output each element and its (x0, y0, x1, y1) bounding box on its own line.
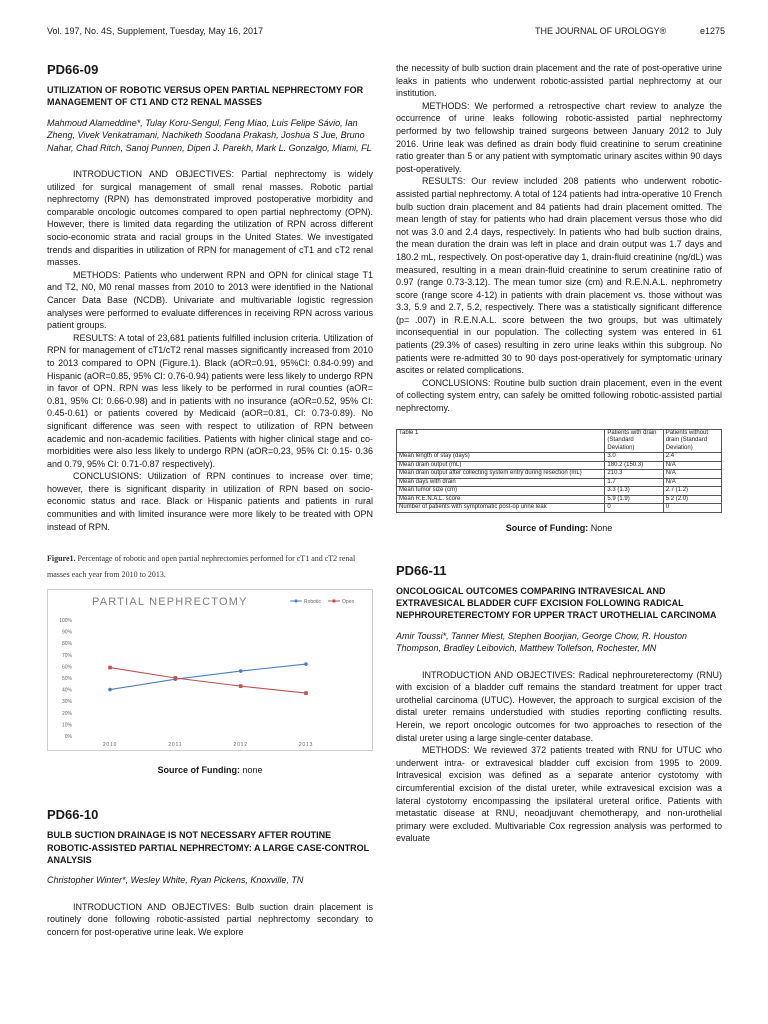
y-tick-label: 0% (64, 734, 72, 741)
y-axis (59, 618, 72, 740)
abstract-paragraph: RESULTS: Our review included 208 patients who underwent robotic-assisted partial nephrectomy. A total of 124 patients had intra-operative 10 French bulb suction drain placement and 84 patients had drain placement omitted. The mean length of stay for patients who had drain placement versus those who did not was 3.0 and 2.4 days, respectively. In patients who had bulb suction drains, the mean duration the drain was left in place and drain output was 1.7 days and 180.2 mL, respectively. On post-operative day 1, drain-fluid creatinine (ng/dL) was measured, resulting in a mean drain-fluid creatinine to serum creatinine ratio of 0.97 (range 0.73-3.12). The mean tumor size (cm) and R.E.N.A.L. nephrometry score (range score 4-12) in patients with drain placement vs. those without was 3.3, 5.9 and 2.7, 5.2, respectively. There was a statistically significant difference (p= .007) in R.E.N.A.L. score between the two groups, but was ultimately inconsequential in our population. The collecting system was entered in 61 patients (29.3% of cases) resulting in zero urine leaks within this subgroup. No patients were re-admitted 30 to 90 days post-operatively for symptomatic urinary ascites or related complications. (396, 176, 722, 376)
abstract-paragraph: INTRODUCTION AND OBJECTIVES: Partial nephrectomy is widely utilized for surgical management of small renal masses. Robotic partial nephrectomy (RPN) has demonstrated improved postoperative morbidity and comparable oncologic outcomes compared to open partial nephrectomy (OPN). However, there is limited data regarding the utilization of RPN across different socio-economic strata and racial groups in the United States. We investigated trends and disparities in utilization of RPN for management of cT1 and cT2 renal masses. (47, 169, 373, 268)
funding-value: None (588, 522, 613, 533)
figure-label: Figure1. (47, 554, 76, 564)
table-wrapper (396, 429, 722, 513)
x-tick-label: 2011 (168, 742, 183, 749)
table-row-label: Mean drain output after collecting system entry during resection (mL) (397, 470, 605, 479)
abstract-paragraph: METHODS: Patients who underwent RPN and OPN for clinical stage T1 and T2, N0, M0 renal masses from 2010 to 2013 were identified in the National Cancer Data Base (NCDB). Univariate and multivariable logistic regression analyses were performed to evaluate differences in receiving RPN across various patient groups. (47, 269, 373, 331)
y-tick-label: 100% (59, 618, 72, 625)
running-header-journal: THE JOURNAL OF UROLOGY® (535, 26, 667, 36)
abstract-title: BULB SUCTION DRAINAGE IS NOT NECESSARY AFTER ROUTINE ROBOTIC-ASSISTED PARTIAL NEPHRECTOMY: A LARGE CASE-CONTROL ANALYSIS (47, 830, 370, 866)
table-header-row (397, 429, 722, 453)
y-tick-label: 90% (61, 629, 72, 636)
data-point-robotic (304, 663, 308, 667)
table-cell: 5.2 (2.0) (663, 495, 721, 504)
legend-marker (333, 600, 336, 603)
abstract-paragraph: CONCLUSIONS: Utilization of RPN continues to increase over time; however, there is significant disparity in utilization of RPN based on socio-economic status and race. Black or Hispanic patients and patients in rural communities and with limited insurance were more likely to be treated with OPN instead of RPN. (47, 471, 373, 532)
funding-label: Source of Funding: (157, 765, 240, 776)
line-chart (47, 589, 373, 751)
data-point-open (239, 685, 243, 689)
left-column (47, 62, 373, 939)
abstract-authors: Mahmoud Alameddine*, Tulay Koru-Sengul, Feng Miao, Luis Felipe Sávio, Ian Zheng, Vivek Venkatramani, Nachiketh Soodana Prakash, Joshua S Jue, Bruno Nahar, Chad Ritch, Sanoj Punnen, Dipen J. Parekh, Mark L. Gonzalgo, Miami, FL (47, 117, 372, 153)
y-tick-label: 80% (61, 641, 72, 648)
y-tick-label: 40% (61, 687, 72, 694)
table-col-header: Patients without drain (Standard Deviation) (663, 429, 721, 453)
abstract-authors: Christopher Winter*, Wesley White, Ryan Pickens, Knoxville, TN (47, 875, 304, 886)
abstract-id: PD66-11 (396, 562, 447, 578)
x-tick-label: 2012 (233, 742, 248, 749)
y-tick-label: 30% (61, 699, 72, 706)
abstract-paragraph: RESULTS: A total of 23,681 patients fulfilled inclusion criteria. Utilization of RPN for management of cT1/cT2 renal masses significantly increased from 2010 to 2013 compared to OPN (Figure.1). Black (aOR=0.91, 95%CI: 0.84-0.99) and Hispanic (aOR=0.85, 95% CI: 0.76-0.94) patients were less likely to undergo RPN in favor of OPN. RPN was less likely to be performed in rural counties (aOR= 0.81, 95% CI: 0.66-0.98) and in patients with no insurance (aOR=0.52, 95% CI: 0.45-0.61) or patients covered by Medicaid (aOR=0.81, CI: 0.73-0.89). No significant difference was seen with respect to utilization of RPN between academic and non-academic facilities. Patients with higher clinical stage and co-morbidities were also less likely to undergo RPN (aOR=0.23, 95% CI: 0.15- 0.36 and 0.79, 95% CI: 0.71-0.87 respectively). (47, 332, 373, 469)
abstract-title: ONCOLOGICAL OUTCOMES COMPARING INTRAVESICAL AND EXTRAVESICAL BLADDER CUFF EXCISION FOLLOWING RADICAL NEPHROURETERECTOMY FOR UPPER TRACT UROTHELIAL CARCINOMA (396, 585, 717, 621)
series-line-robotic (110, 664, 306, 690)
table-cell: 2.4 (663, 453, 721, 462)
table-row-label: Number of patients with symptomatic post-op urine leak (397, 504, 605, 513)
data-point-robotic (239, 669, 243, 673)
y-tick-label: 50% (61, 676, 72, 683)
x-tick-label: 2013 (298, 742, 314, 749)
table-cell: N/A (663, 461, 721, 470)
table-cell: 180.2 (150.3) (605, 461, 663, 470)
abstract-authors: Amir Toussi*, Tanner Miest, Stephen Boorjian, George Chow, R. Houston Thompson, Bradley Leibovich, Matthew Tollefson, Rochester, MN (396, 630, 687, 654)
abstract-paragraph: CONCLUSIONS: Routine bulb suction drain placement, even in the event of collecting system entry, can safely be omitted following robotic-assisted partial nephrectomy. (396, 377, 722, 414)
running-header-volume: Vol. 197, No. 4S, Supplement, Tuesday, May 16, 2017 (47, 26, 263, 36)
abstract-paragraph: METHODS: We performed a retrospective chart review to analyze the occurrence of urine leaks following robotic-assisted partial nephrectomy performed by two fellowship trained surgeons between January 2012 to July 2016. Urine leak was defined as drain body fluid creatinine to serum creatinine ratio greater than 5 or any patient with symptomatic urinary ascites within 90 days post-operatively. (396, 100, 722, 174)
table-row (397, 487, 722, 496)
table-row (397, 495, 722, 504)
table-cell: 2.7 (1.2) (663, 487, 721, 496)
abstract-paragraph: INTRODUCTION AND OBJECTIVES: Radical nephroureterectomy (RNU) with excision of a bladder cuff remains the standard treatment for upper tract urothelial carcinoma (UTUC). However, the approach to surgical excision of the distal ureter remains understudied with studies reporting conflicting results. Herein, we report oncologic outcomes for two approaches to resection of the distal ureter using a large single-center database. (396, 669, 722, 743)
table-row (397, 461, 722, 470)
table-title: Table 1 (397, 429, 605, 453)
y-tick-label: 20% (61, 711, 72, 718)
table-row (397, 504, 722, 513)
funding-line (47, 765, 373, 775)
y-tick-label: 60% (61, 664, 72, 671)
data-point-open (108, 666, 112, 670)
table-cell: 5.9 (1.9) (605, 495, 663, 504)
table-cell: 3.3 (1.3) (605, 487, 663, 496)
figure-caption (47, 551, 373, 583)
chart-title: PARTIAL NEPHRECTOMY (92, 596, 248, 609)
table-cell: 0 (605, 504, 663, 513)
series-line-open (110, 668, 306, 694)
table-cell: 0 (663, 504, 721, 513)
right-column (396, 62, 722, 845)
table-row (397, 470, 722, 479)
chart-legend (290, 599, 354, 605)
abstract-paragraph: INTRODUCTION AND OBJECTIVES: Bulb suction drain placement is routinely done following robotic-assisted partial nephrectomy secondary to concern for post-operative urine leak. We explore (47, 901, 373, 938)
table-row-label: Mean days with drain (397, 478, 605, 487)
abstract-paragraph: METHODS: We reviewed 372 patients treated with RNU for UTUC who underwent intra- or extravesical bladder cuff excision from 1995 to 2009. Intravesical excision was defined as a separate anterior cystotomy with circumferential excision of the distal ureter, while extravesical excision was a lateral cystotomy encompassing the ipsilateral ureteral orifice. Patients with metastatic disease at RNU, neoadjuvant chemotherapy, and non-urothelial primary were excluded. Multivariable Cox regression analysis was performed to evaluate (396, 745, 722, 844)
table-cell: 3.0 (605, 453, 663, 462)
table-row-label: Mean R.E.N.A.L. score (397, 495, 605, 504)
table-row (397, 478, 722, 487)
table-row-label: Mean tumor size (cm) (397, 487, 605, 496)
abstract-id: PD66-09 (47, 62, 99, 77)
abstract-paragraph: the necessity of bulb suction drain placement and the rate of post-operative urine leaks in patients who underwent robotic-assisted partial nephrectomy at our institution. (396, 63, 722, 99)
figure-caption-text: Percentage of robotic and open partial nephrectomies performed for cT1 and cT2 renal masses each year from 2010 to 2013. (47, 554, 356, 580)
data-point-open (304, 692, 308, 696)
table-cell: N/A (663, 470, 721, 479)
data-point-open (174, 676, 178, 680)
data-table (396, 429, 722, 513)
abstract-id: PD66-10 (47, 807, 99, 823)
funding-value: none (239, 765, 263, 776)
running-header-page-number: e1275 (700, 26, 726, 36)
table-row-label: Mean length of stay (days) (397, 453, 605, 462)
chart-series (108, 663, 308, 696)
legend-label: Open (342, 599, 355, 606)
legend-label: Robotic (304, 599, 321, 606)
x-axis (103, 742, 313, 748)
legend-marker (295, 600, 298, 603)
chart-svg (48, 590, 372, 750)
table-cell: 1.7 (605, 478, 663, 487)
table-cell: 210.3 (605, 470, 663, 479)
abstract-title: UTILIZATION OF ROBOTIC VERSUS OPEN PARTIAL NEPHRECTOMY FOR MANAGEMENT OF CT1 AND CT2 RENAL MASSES (47, 85, 364, 108)
funding-line (396, 523, 722, 533)
x-tick-label: 2010 (102, 742, 118, 749)
table-cell: N/A (663, 478, 721, 487)
data-point-robotic (108, 688, 112, 692)
funding-label: Source of Funding: (505, 522, 589, 533)
y-tick-label: 10% (61, 722, 72, 729)
table-row-label: Mean drain output (mL) (397, 461, 605, 470)
table-col-header: Patients with drain (Standard Deviation) (605, 429, 663, 453)
table-row (397, 453, 722, 462)
y-tick-label: 70% (61, 653, 72, 660)
